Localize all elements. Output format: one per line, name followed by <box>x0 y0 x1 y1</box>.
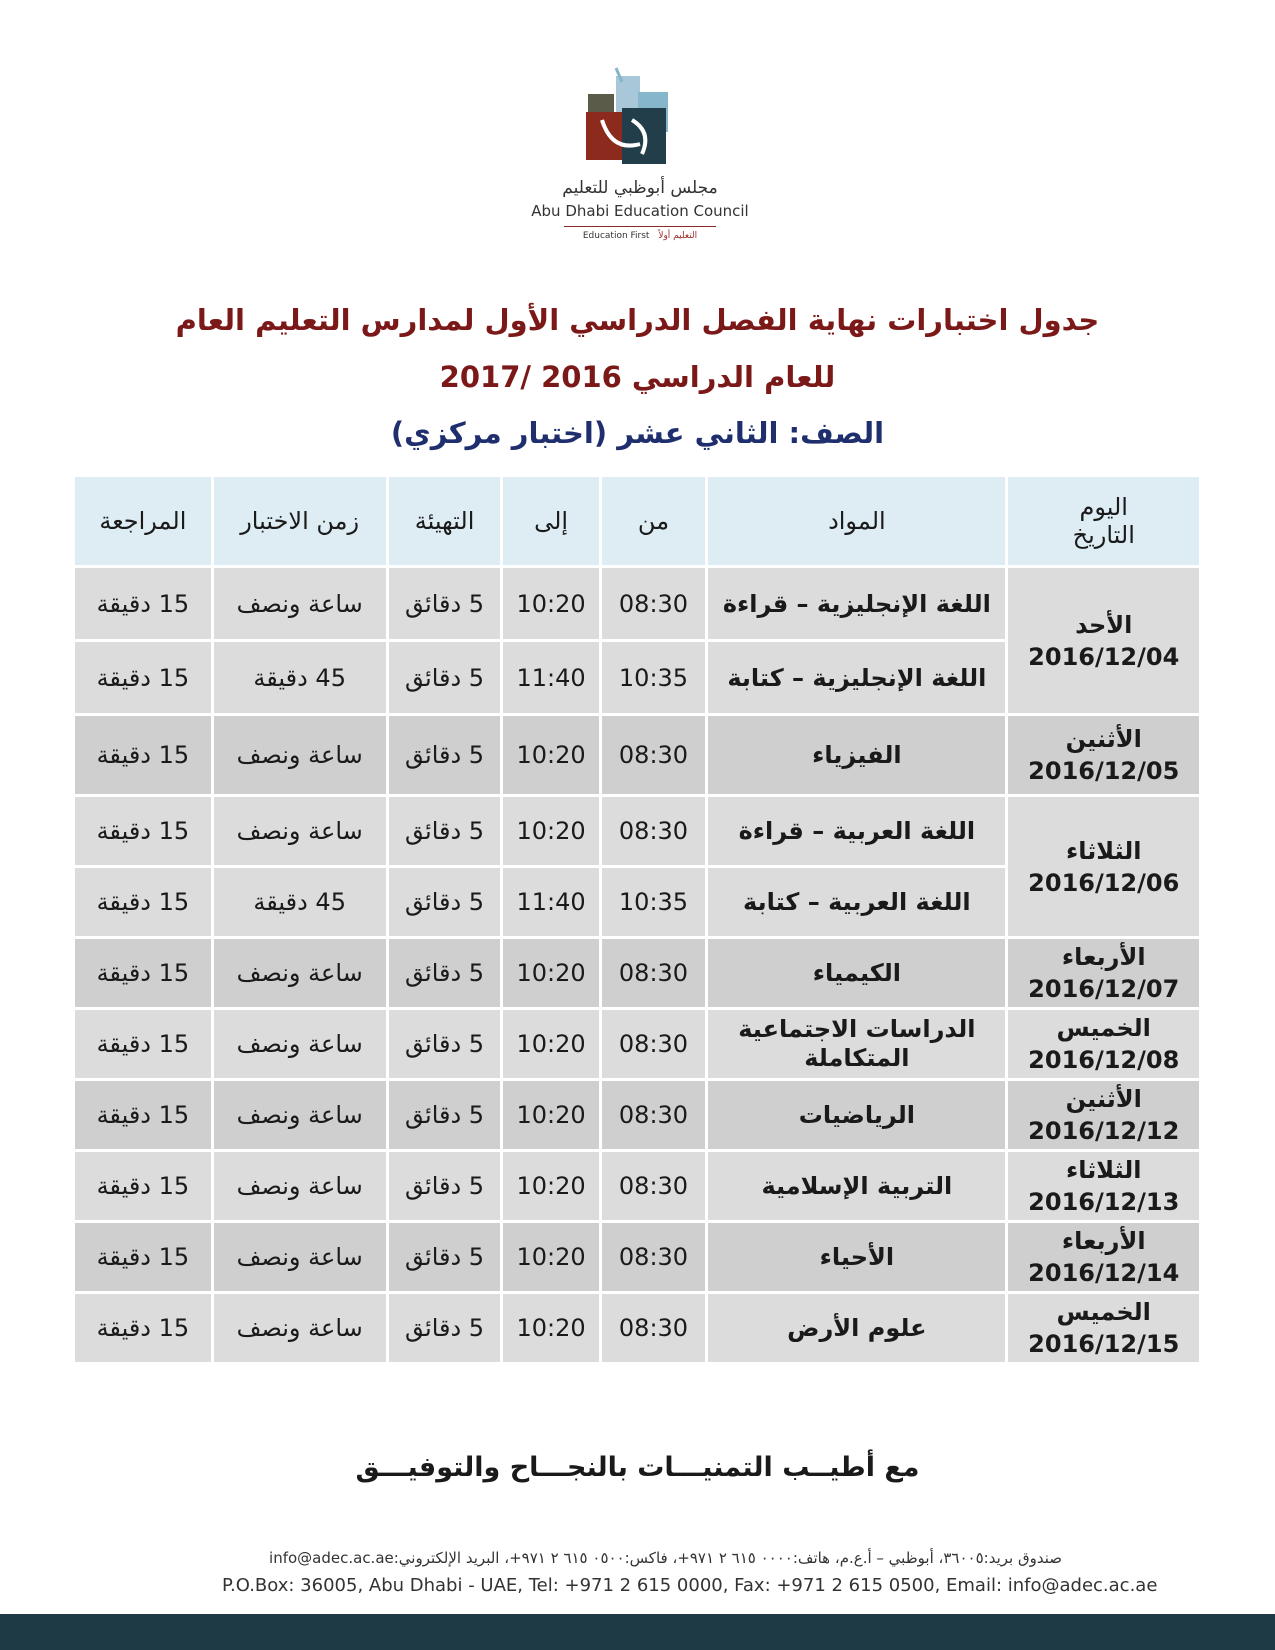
day-date-cell <box>1008 716 1199 794</box>
from-cell: 10:35 <box>602 642 706 713</box>
prep-cell: 5 دقائق <box>389 642 501 713</box>
duration-cell: ساعة ونصف <box>214 1081 386 1149</box>
from-cell: 08:30 <box>602 1010 706 1078</box>
table-row <box>75 797 1199 865</box>
day-cell: الأربعاء <box>1061 943 1146 971</box>
review-cell: 15 دقيقة <box>75 1294 211 1362</box>
review-cell: 15 دقيقة <box>75 642 211 713</box>
to-cell: 10:20 <box>503 568 598 639</box>
day-cell: الخميس <box>1056 1014 1151 1042</box>
table-row <box>75 568 1199 639</box>
day-cell: الأثنين <box>1065 725 1142 753</box>
table-row <box>75 1152 1199 1220</box>
date-cell: 2016/12/12 <box>1028 1117 1180 1145</box>
date-cell: 2016/12/15 <box>1028 1330 1180 1358</box>
day-date-cell <box>1008 1223 1199 1291</box>
subject-cell: اللغة الإنجليزية – قراءة <box>708 568 1005 639</box>
review-cell: 15 دقيقة <box>75 1223 211 1291</box>
day-date-cell <box>1008 1152 1199 1220</box>
table-row <box>75 1294 1199 1362</box>
review-cell: 15 دقيقة <box>75 868 211 936</box>
adec-logo <box>520 62 760 252</box>
logo-divider <box>564 226 716 227</box>
day-cell: الخميس <box>1056 1298 1151 1326</box>
prep-cell: 5 دقائق <box>389 1152 501 1220</box>
day-date-cell <box>1008 1081 1199 1149</box>
review-cell: 15 دقيقة <box>75 1010 211 1078</box>
prep-cell: 5 دقائق <box>389 1294 501 1362</box>
duration-cell: 45 دقيقة <box>214 642 386 713</box>
day-date-cell <box>1008 1010 1199 1078</box>
header-prep: التهيئة <box>389 477 501 565</box>
logo-tagline <box>520 231 760 241</box>
subject-cell: التربية الإسلامية <box>708 1152 1005 1220</box>
date-cell: 2016/12/06 <box>1028 868 1180 897</box>
to-cell: 10:20 <box>503 1294 598 1362</box>
from-cell: 08:30 <box>602 1223 706 1291</box>
to-cell: 10:20 <box>503 1223 598 1291</box>
header-subject: المواد <box>708 477 1005 565</box>
logo-tagline-ar: التعليم أولاً <box>658 231 698 241</box>
day-cell: الأحد <box>1075 610 1133 639</box>
logo-english-name: Abu Dhabi Education Council <box>531 202 749 220</box>
subject-cell: اللغة الإنجليزية – كتابة <box>708 642 1005 713</box>
footer-address-arabic: صندوق بريد:٣٦٠٠٥، أبوظبي – أ.ع.م، هاتف:٠٠٠٠ ٦١٥ ٢ ٩٧١+، فاكس:٠٥٠٠ ٦١٥ ٢ ٩٧١+، البريد الإلكتروني:info@adec.ac.ae <box>269 1549 1062 1567</box>
table-row <box>75 1223 1199 1291</box>
duration-cell: 45 دقيقة <box>214 868 386 936</box>
footer-address-english: P.O.Box: 36005, Abu Dhabi - UAE, Tel: +971 2 615 0000, Fax: +971 2 615 0500, Email: info@adec.ac.ae <box>222 1575 1158 1596</box>
to-cell: 10:20 <box>503 716 598 794</box>
prep-cell: 5 دقائق <box>389 939 501 1007</box>
footer-bar <box>0 1614 1275 1650</box>
prep-cell: 5 دقائق <box>389 1081 501 1149</box>
to-cell: 11:40 <box>503 868 598 936</box>
date-cell: 2016/12/04 <box>1028 642 1180 671</box>
from-cell: 08:30 <box>602 568 706 639</box>
to-cell: 10:20 <box>503 1010 598 1078</box>
prep-cell: 5 دقائق <box>389 716 501 794</box>
exam-schedule-table <box>72 474 1202 1365</box>
logo-arabic-name: مجلس أبوظبي للتعليم <box>562 178 718 198</box>
header-date: التاريخ <box>1072 521 1135 549</box>
duration-cell: ساعة ونصف <box>214 1152 386 1220</box>
from-cell: 08:30 <box>602 1294 706 1362</box>
subject-cell: علوم الأرض <box>708 1294 1005 1362</box>
table-header-row <box>75 477 1199 565</box>
duration-cell: ساعة ونصف <box>214 1294 386 1362</box>
duration-cell: ساعة ونصف <box>214 568 386 639</box>
day-date-cell <box>1008 939 1199 1007</box>
review-cell: 15 دقيقة <box>75 568 211 639</box>
review-cell: 15 دقيقة <box>75 716 211 794</box>
from-cell: 08:30 <box>602 716 706 794</box>
duration-cell: ساعة ونصف <box>214 939 386 1007</box>
duration-cell: ساعة ونصف <box>214 1010 386 1078</box>
to-cell: 10:20 <box>503 1152 598 1220</box>
prep-cell: 5 دقائق <box>389 568 501 639</box>
subject-cell: اللغة العربية – قراءة <box>708 797 1005 865</box>
day-cell: الثلاثاء <box>1065 1156 1142 1184</box>
date-cell: 2016/12/14 <box>1028 1259 1180 1287</box>
date-cell: 2016/12/13 <box>1028 1188 1180 1216</box>
header-duration: زمن الاختبار <box>214 477 386 565</box>
date-cell: 2016/12/07 <box>1028 975 1180 1003</box>
from-cell: 08:30 <box>602 1152 706 1220</box>
review-cell: 15 دقيقة <box>75 939 211 1007</box>
subject-cell: الدراسات الاجتماعية المتكاملة <box>708 1010 1005 1078</box>
day-date-cell <box>1008 568 1199 713</box>
day-cell: الأربعاء <box>1061 1227 1146 1255</box>
to-cell: 11:40 <box>503 642 598 713</box>
page-title: جدول اختبارات نهاية الفصل الدراسي الأول لمدارس التعليم العام <box>175 303 1100 337</box>
academic-year-title: للعام الدراسي 2016 /2017 <box>439 360 836 394</box>
prep-cell: 5 دقائق <box>389 1223 501 1291</box>
header-to: إلى <box>503 477 598 565</box>
header-review: المراجعة <box>75 477 211 565</box>
table-row <box>75 1010 1199 1078</box>
day-date-cell <box>1008 797 1199 936</box>
prep-cell: 5 دقائق <box>389 868 501 936</box>
duration-cell: ساعة ونصف <box>214 716 386 794</box>
day-cell: الأثنين <box>1065 1085 1142 1113</box>
to-cell: 10:20 <box>503 1081 598 1149</box>
header-day: اليوم <box>1079 493 1128 521</box>
from-cell: 08:30 <box>602 939 706 1007</box>
to-cell: 10:20 <box>503 939 598 1007</box>
header-day-date <box>1008 477 1199 565</box>
closing-wish: مع أطيــب التمنيـــات بالنجـــاح والتوفيـــق <box>355 1452 920 1483</box>
subject-cell: الرياضيات <box>708 1081 1005 1149</box>
day-cell: الثلاثاء <box>1065 836 1142 865</box>
subject-cell: الكيمياء <box>708 939 1005 1007</box>
review-cell: 15 دقيقة <box>75 1081 211 1149</box>
from-cell: 08:30 <box>602 797 706 865</box>
to-cell: 10:20 <box>503 797 598 865</box>
duration-cell: ساعة ونصف <box>214 1223 386 1291</box>
prep-cell: 5 دقائق <box>389 1010 501 1078</box>
subject-cell: الفيزياء <box>708 716 1005 794</box>
header-from: من <box>602 477 706 565</box>
review-cell: 15 دقيقة <box>75 1152 211 1220</box>
date-cell: 2016/12/08 <box>1028 1046 1180 1074</box>
subject-cell: الأحياء <box>708 1223 1005 1291</box>
prep-cell: 5 دقائق <box>389 797 501 865</box>
date-cell: 2016/12/05 <box>1028 757 1180 785</box>
table-row <box>75 716 1199 794</box>
table-row <box>75 939 1199 1007</box>
logo-tagline-en: Education First <box>582 231 650 241</box>
day-date-cell <box>1008 1294 1199 1362</box>
from-cell: 10:35 <box>602 868 706 936</box>
table-row <box>75 1081 1199 1149</box>
grade-title: الصف: الثاني عشر (اختبار مركزي) <box>390 416 885 450</box>
book-emblem-icon <box>582 62 698 172</box>
duration-cell: ساعة ونصف <box>214 797 386 865</box>
review-cell: 15 دقيقة <box>75 797 211 865</box>
from-cell: 08:30 <box>602 1081 706 1149</box>
subject-cell: اللغة العربية – كتابة <box>708 868 1005 936</box>
